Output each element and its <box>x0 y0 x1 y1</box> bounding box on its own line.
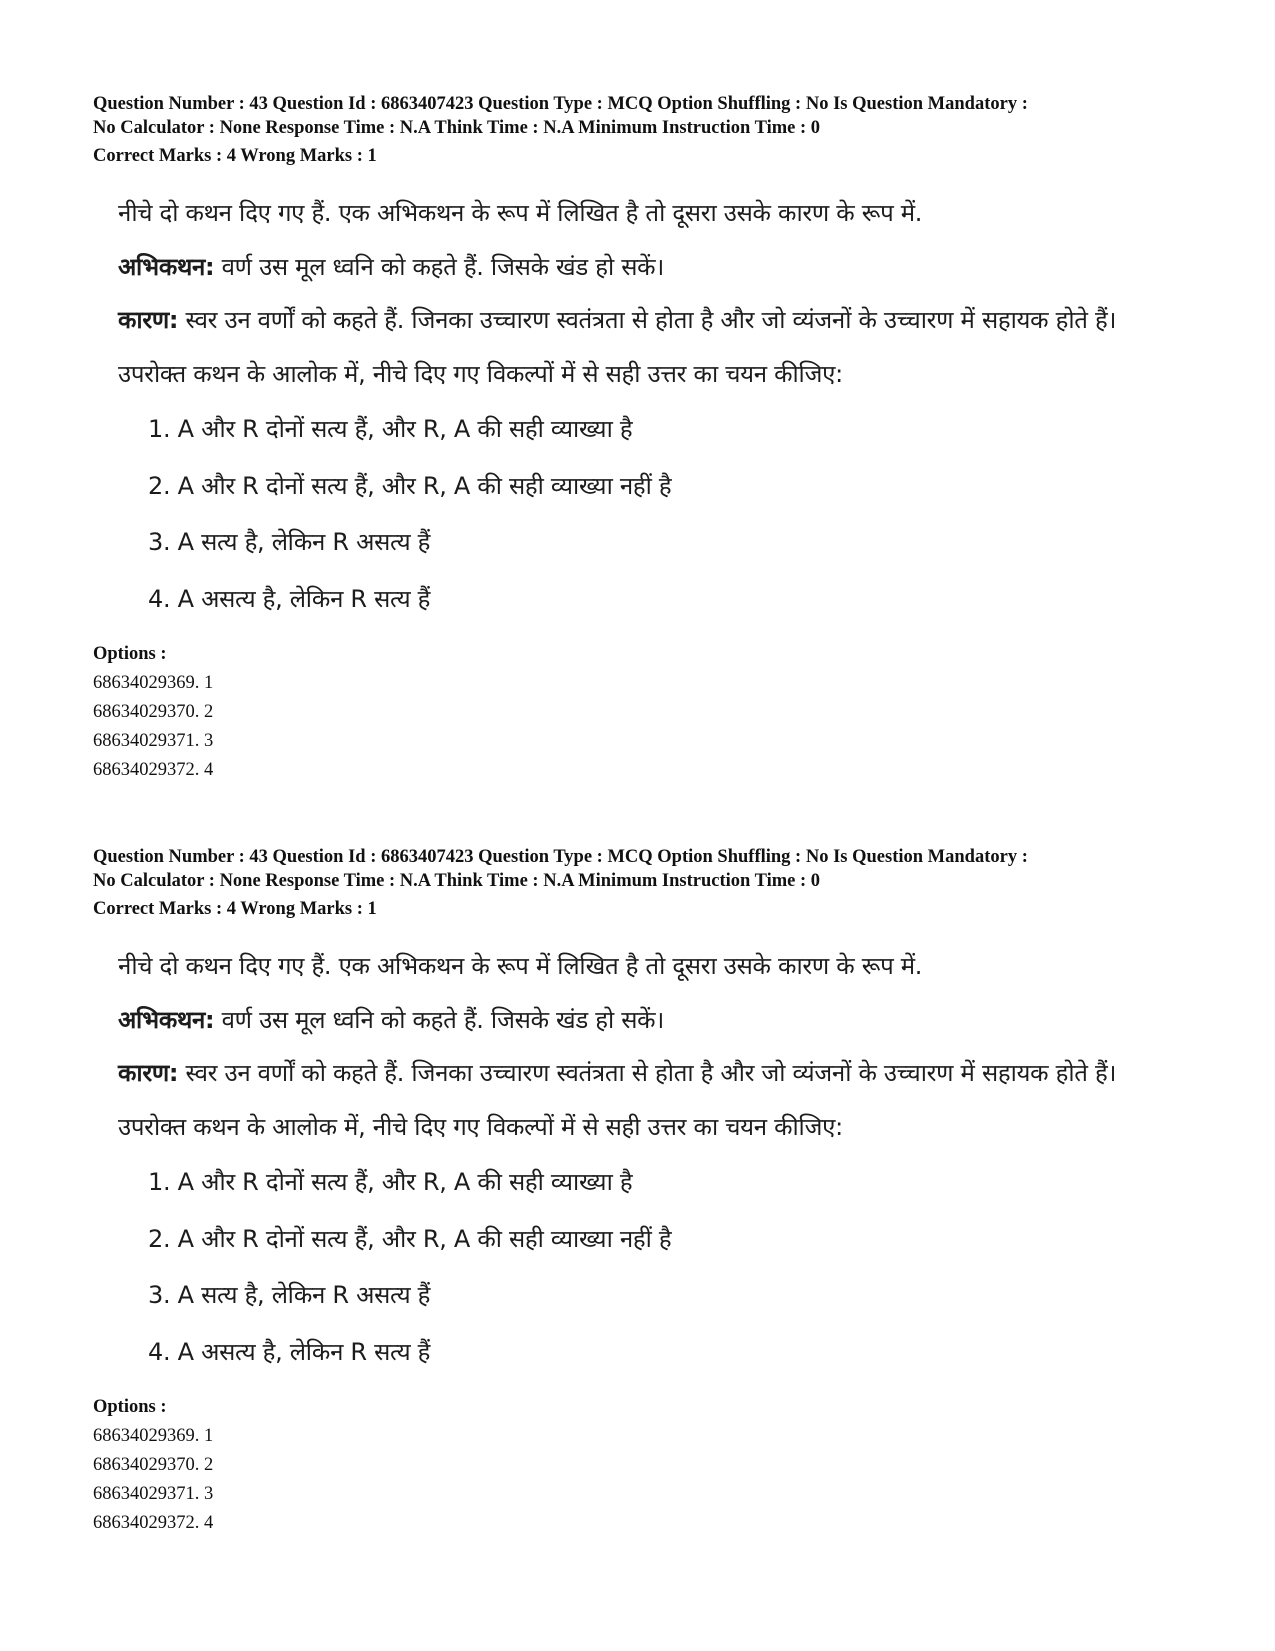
question-block <box>93 92 1203 780</box>
option-item: 68634029372. 4 <box>93 760 214 780</box>
option-item: 68634029370. 2 <box>93 1455 214 1475</box>
options-list <box>93 1393 213 1538</box>
option-item: 68634029369. 1 <box>93 1426 214 1446</box>
answer-choice: 3. A सत्य है, लेकिन R असत्य हैं <box>148 1281 431 1309</box>
assertion-text: वर्ण उस मूल ध्वनि को कहते हैं. जिसके खंड हो सकें। <box>214 1006 665 1034</box>
reason-text: स्वर उन वर्णों को कहते हैं. जिनका उच्चारण स्वतंत्रता से होता है और जो व्यंजनों के उच्चारण में सहायक होते हैं। <box>178 306 1117 334</box>
reason-text: स्वर उन वर्णों को कहते हैं. जिनका उच्चारण स्वतंत्रता से होता है और जो व्यंजनों के उच्चारण में सहायक होते हैं। <box>178 1059 1117 1087</box>
question-meta <box>93 845 1203 921</box>
answer-choice: 2. A और R दोनों सत्य हैं, और R, A की सही व्याख्या नहीं है <box>148 1225 672 1253</box>
question-block <box>93 845 1203 1533</box>
reason-label: कारण: <box>118 306 179 334</box>
answer-choice: 1. A और R दोनों सत्य हैं, और R, A की सही व्याख्या है <box>148 1168 633 1196</box>
answer-choice: 1. A और R दोनों सत्य हैं, और R, A की सही व्याख्या है <box>148 415 633 443</box>
assertion-label: अभिकथन: <box>118 253 215 281</box>
question-intro: नीचे दो कथन दिए गए हैं. एक अभिकथन के रूप में लिखित है तो दूसरा उसके कारण के रूप में. <box>118 952 923 980</box>
question-meta-line: No Calculator : None Response Time : N.A Think Time : N.A Minimum Instruction Time : 0 <box>93 871 821 891</box>
options-list <box>93 640 213 785</box>
option-item: 68634029371. 3 <box>93 731 214 751</box>
question-instruction: उपरोक्त कथन के आलोक में, नीचे दिए गए विकल्पों में से सही उत्तर का चयन कीजिए: <box>118 360 843 388</box>
reason-statement <box>118 1056 1116 1089</box>
marks-line: Correct Marks : 4 Wrong Marks : 1 <box>93 146 377 166</box>
assertion-label: अभिकथन: <box>118 1006 215 1034</box>
answer-choice: 3. A सत्य है, लेकिन R असत्य हैं <box>148 528 431 556</box>
question-meta <box>93 92 1203 168</box>
question-instruction: उपरोक्त कथन के आलोक में, नीचे दिए गए विकल्पों में से सही उत्तर का चयन कीजिए: <box>118 1113 843 1141</box>
answer-choice: 2. A और R दोनों सत्य हैं, और R, A की सही व्याख्या नहीं है <box>148 472 672 500</box>
answer-choice: 4. A असत्य है, लेकिन R सत्य हैं <box>148 1338 431 1366</box>
option-item: 68634029370. 2 <box>93 702 214 722</box>
options-heading: Options : <box>93 644 167 664</box>
question-meta-line: Question Number : 43 Question Id : 6863407423 Question Type : MCQ Option Shuffling : No Is Question Mandatory : <box>93 847 1028 867</box>
reason-label: कारण: <box>118 1059 179 1087</box>
answer-choice: 4. A असत्य है, लेकिन R सत्य हैं <box>148 585 431 613</box>
option-item: 68634029372. 4 <box>93 1513 214 1533</box>
assertion-statement <box>118 1003 664 1036</box>
option-item: 68634029371. 3 <box>93 1484 214 1504</box>
options-heading: Options : <box>93 1397 167 1417</box>
question-intro: नीचे दो कथन दिए गए हैं. एक अभिकथन के रूप में लिखित है तो दूसरा उसके कारण के रूप में. <box>118 199 923 227</box>
marks-line: Correct Marks : 4 Wrong Marks : 1 <box>93 899 377 919</box>
reason-statement <box>118 303 1116 336</box>
assertion-text: वर्ण उस मूल ध्वनि को कहते हैं. जिसके खंड हो सकें। <box>214 253 665 281</box>
question-meta-line: No Calculator : None Response Time : N.A Think Time : N.A Minimum Instruction Time : 0 <box>93 118 821 138</box>
option-item: 68634029369. 1 <box>93 673 214 693</box>
assertion-statement <box>118 250 664 283</box>
question-meta-line: Question Number : 43 Question Id : 6863407423 Question Type : MCQ Option Shuffling : No Is Question Mandatory : <box>93 94 1028 114</box>
